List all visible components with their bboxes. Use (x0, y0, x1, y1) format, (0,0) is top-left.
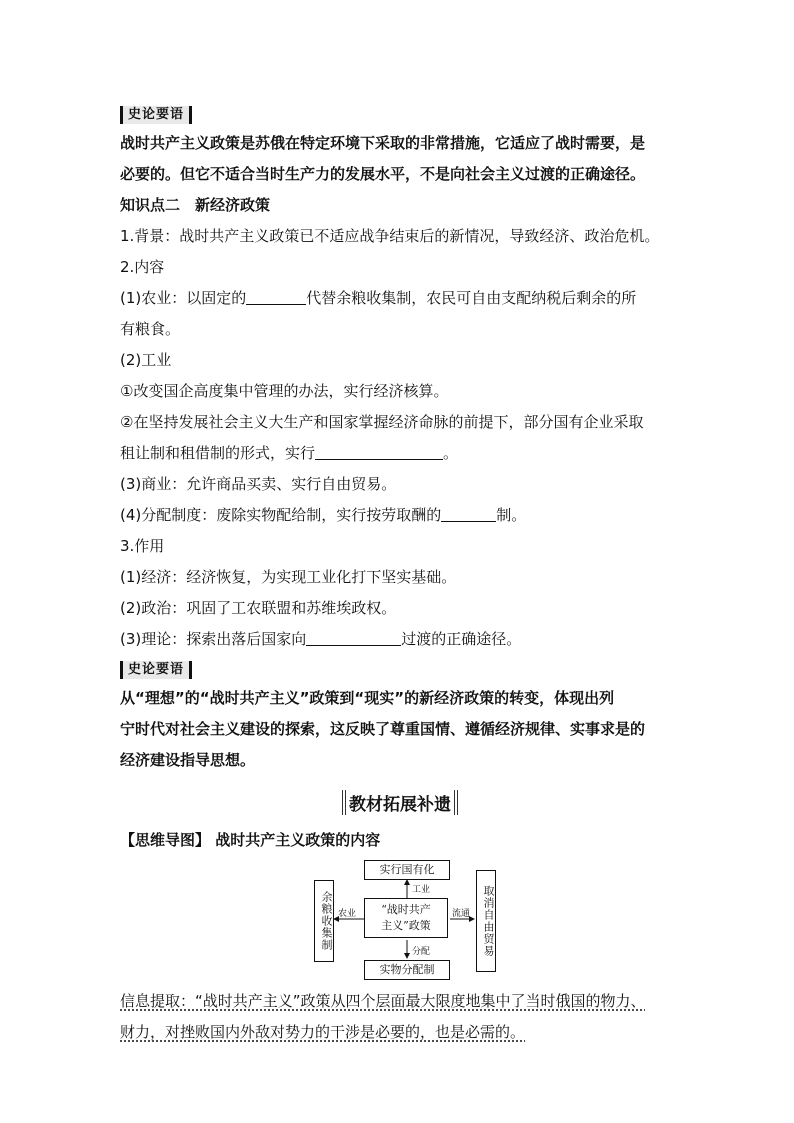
commerce-line: (3)商业：允许商品买卖、实行自由贸易。 (120, 475, 397, 493)
fill-blank[interactable] (315, 443, 443, 460)
box-grain-requisition: 余粮收集制 (314, 880, 334, 962)
summary-line: 经济建设指导思想。 (120, 751, 256, 769)
info-extraction-line: 财力，对挫败国内外敌对势力的干涉是必要的，也是必需的。 (120, 1023, 526, 1041)
industry-heading: (2)工业 (120, 351, 172, 369)
distribution-line: (4)分配制度：废除实物配给制，实行按劳取酬的 制。 (120, 506, 527, 524)
mind-map-title: 【思维导图】 战时共产主义政策的内容 (120, 831, 381, 849)
mind-map-diagram (120, 860, 680, 980)
knowledge-point-heading: 知识点二 新经济政策 (120, 196, 271, 214)
summary-line: 必要的。但它不适合当时生产力的发展水平，不是向社会主义过渡的正确途径。 (120, 165, 646, 183)
box-distribution: 实物分配制 (364, 960, 450, 980)
box-abolish-free-trade: 取消自由贸易 (476, 870, 496, 972)
effect-item: (3)理论：探索出落后国家向 过渡的正确途径。 (120, 630, 522, 648)
info-extraction-line: 信息提取：“战时共产主义”政策从四个层面最大限度地集中了当时俄国的物力、 (120, 992, 646, 1010)
effect-item: (1)经济：经济恢复，为实现工业化打下坚实基础。 (120, 568, 457, 586)
fill-blank[interactable] (306, 629, 401, 646)
fill-blank[interactable] (441, 505, 496, 522)
label-distribution: 分配 (412, 947, 431, 957)
label-industry: 工业 (412, 885, 431, 895)
background-line: 1.背景：战时共产主义政策已不适应战争结束后的新情况，导致经济、政治危机。 (120, 227, 660, 245)
summary-line: 从“理想”的“战时共产主义”政策到“现实”的新经济政策的转变，体现出列 (120, 689, 615, 707)
agriculture-line-cont: 有粮食。 (120, 320, 181, 338)
industry-item-cont: 租让制和租借制的形式，实行 。 (120, 444, 459, 462)
section-title: 教材拓展补遗 (120, 790, 680, 815)
industry-item: ①改变国企高度集中管理的办法，实行经济核算。 (120, 382, 449, 400)
box-nationalization: 实行国有化 (364, 860, 450, 880)
label-circulation: 流通 (452, 909, 471, 919)
summary-line: 宁时代对社会主义建设的探索，这反映了尊重国情、遵循经济规律、实事求是的 (120, 720, 646, 738)
fill-blank[interactable] (246, 288, 306, 305)
box-war-communism: “战时共产 主义”政策 (364, 898, 448, 938)
label-agriculture: 农业 (338, 909, 357, 919)
industry-item: ②在坚持发展社会主义大生产和国家掌握经济命脉的前提下，部分国有企业采取 (120, 413, 644, 431)
effect-heading: 3.作用 (120, 537, 165, 555)
key-point-tag: 史论要语 (120, 661, 192, 679)
document-page (120, 100, 680, 1048)
effect-item: (2)政治：巩固了工农联盟和苏维埃政权。 (120, 599, 397, 617)
key-point-tag: 史论要语 (120, 106, 192, 124)
summary-line: 战时共产主义政策是苏俄在特定环境下采取的非常措施，它适应了战时需要，是 (120, 134, 646, 152)
content-heading: 2.内容 (120, 258, 165, 276)
agriculture-line: (1)农业：以固定的 代替余粮收集制，农民可自由支配纳税后剩余的所 (120, 289, 637, 307)
